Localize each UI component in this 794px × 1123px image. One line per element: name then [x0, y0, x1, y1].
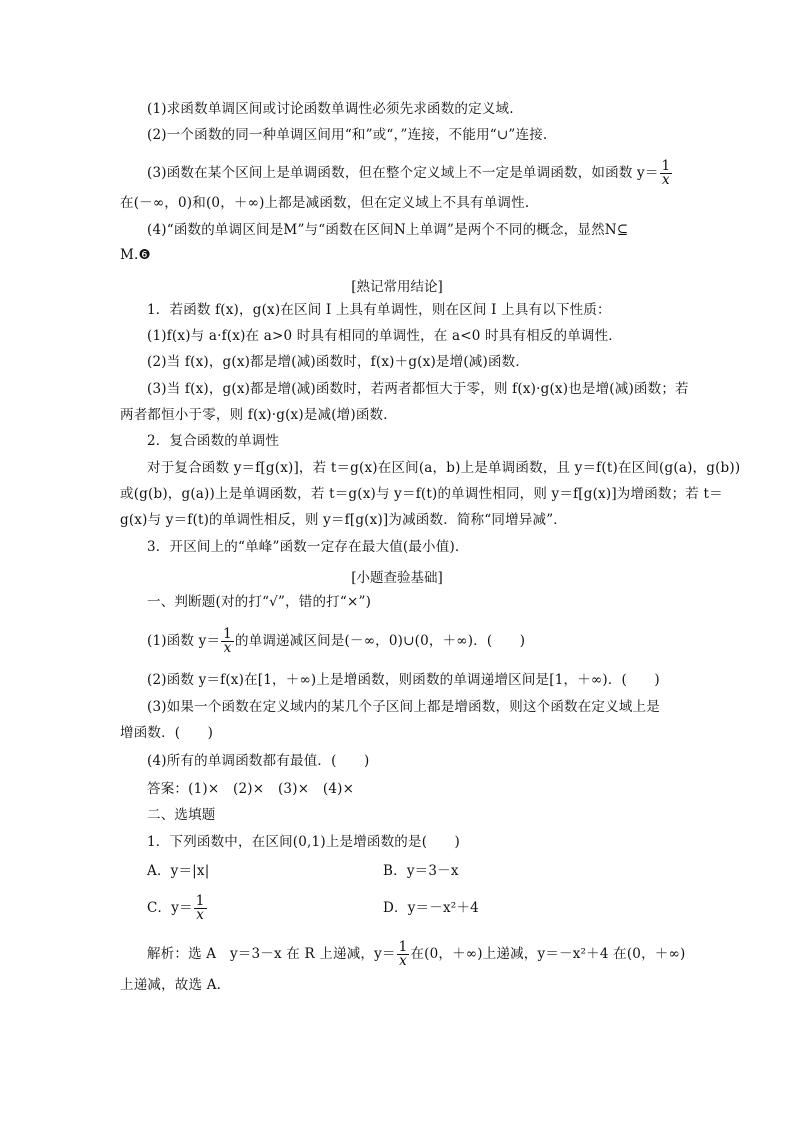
- note-2: (2)一个函数的同一种单调区间用“和”或“，”连接，不能用“∪”连接.: [147, 127, 548, 143]
- conclusion-1-3-cont: 两者都恒小于零，则 f(x)·g(x)是减(增)函数．: [120, 407, 397, 423]
- note-1: (1)求函数单调区间或讨论函数单调性必须先求函数的定义域.: [147, 101, 514, 117]
- option-c: C．y＝ $\frac{1}{x}$: [147, 893, 205, 923]
- judgement-q3-cont: 增函数．( ): [120, 725, 214, 741]
- note-3-text: (3)函数在某个区间上是单调函数，但在整个定义域上不一定是单调函数，如函数 y＝: [147, 165, 659, 181]
- conclusion-3: 3．开区间上的“单峰”函数一定存在最大值(最小值)．: [147, 539, 469, 555]
- note-4: (4)“函数的单调区间是M”与“函数在区间N上单调”是两个不同的概念，显然N⊆: [147, 222, 629, 238]
- conclusion-1-2: (2)当 f(x)，g(x)都是增(减)函数时，f(x)＋g(x)是增(减)函数．: [147, 354, 530, 370]
- note-3: [147, 160, 673, 187]
- conclusion-1-1: (1)f(x)与 a·f(x)在 a>0 时具有相同的单调性，在 a<0 时具有相反的单调性．: [147, 328, 623, 344]
- fraction-1-over-x: $\frac{1}{x}$: [398, 939, 408, 969]
- judgement-q2: (2)函数 y＝f(x)在[1，＋∞)上是增函数，则函数的单调递增区间是[1，＋∞)．( ): [147, 672, 660, 688]
- fraction-1-over-x: $\frac{1}{x}$: [223, 626, 232, 656]
- conclusion-2-body-3: g(x)与 y＝f(t)的单调性相反，则 y＝f[g(x)]为减函数．简称“同增异减”．: [120, 512, 568, 528]
- fraction-1-over-x: $\frac{1}{x}$: [195, 893, 205, 923]
- judgement-q1: (1)函数 y＝ $\frac{1}{x}$ 的单调递减区间是(－∞，0)∪(0，＋∞)．( ): [147, 626, 526, 656]
- judgement-q4: (4)所有的单调函数都有最值．( ): [147, 753, 370, 769]
- conclusion-2-title: 2．复合函数的单调性: [147, 433, 280, 449]
- answer-line: 答案：(1)× (2)× (3)× (4)×: [147, 781, 355, 797]
- conclusion-2-body-1: 对于复合函数 y＝f[g(x)]，若 t＝g(x)在区间(a，b)上是单调函数，且 y＝f(t)在区间(g(a)，g(b)): [147, 460, 741, 476]
- note-3-cont: 在(－∞，0)和(0，＋∞)上都是减函数，但在定义域上不具有单调性.: [120, 195, 530, 211]
- section-heading-conclusions: [熟记常用结论]: [351, 279, 443, 295]
- conclusion-1: 1．若函数 f(x)，g(x)在区间 I 上具有单调性，则在区间 I 上具有以下性质：: [147, 302, 611, 318]
- conclusion-1-3: (3)当 f(x)，g(x)都是增(减)函数时，若两者都恒大于零，则 f(x)·g(x)也是增(减)函数；若: [147, 381, 689, 397]
- option-b: B．y＝3－x: [383, 863, 459, 879]
- solution-line-2: 上递减，故选 A.: [120, 977, 222, 993]
- option-a: A．y＝|x|: [147, 863, 210, 879]
- solution-line-1: 解析：选 A y＝3－x 在 R 上递减，y＝ $\frac{1}{x}$ 在(0，＋∞)上递减，y＝－x²＋4 在(0，＋∞): [147, 939, 686, 969]
- option-d: D．y＝－x²＋4: [383, 900, 479, 916]
- conclusion-2-body-2: 或(g(b)，g(a))上是单调函数，若 t＝g(x)与 y＝f(t)的单调性相同，则 y＝f[g(x)]为增函数；若 t＝: [120, 486, 723, 502]
- choice-heading: 二、选填题: [147, 807, 216, 823]
- judgement-q3: (3)如果一个函数在定义域内的某几个子区间上都是增函数，则这个函数在定义域上是: [147, 699, 660, 715]
- fraction-1-over-x: $\frac{1}{x}$: [661, 158, 671, 188]
- judgement-heading: 一、判断题(对的打“√”，错的打“×”): [147, 594, 372, 610]
- note-4-cont: M.❻: [120, 247, 151, 263]
- choice-q1: 1．下列函数中，在区间(0,1)上是增函数的是( ): [147, 834, 461, 850]
- section-heading-exercises: [小题查验基础]: [351, 570, 443, 586]
